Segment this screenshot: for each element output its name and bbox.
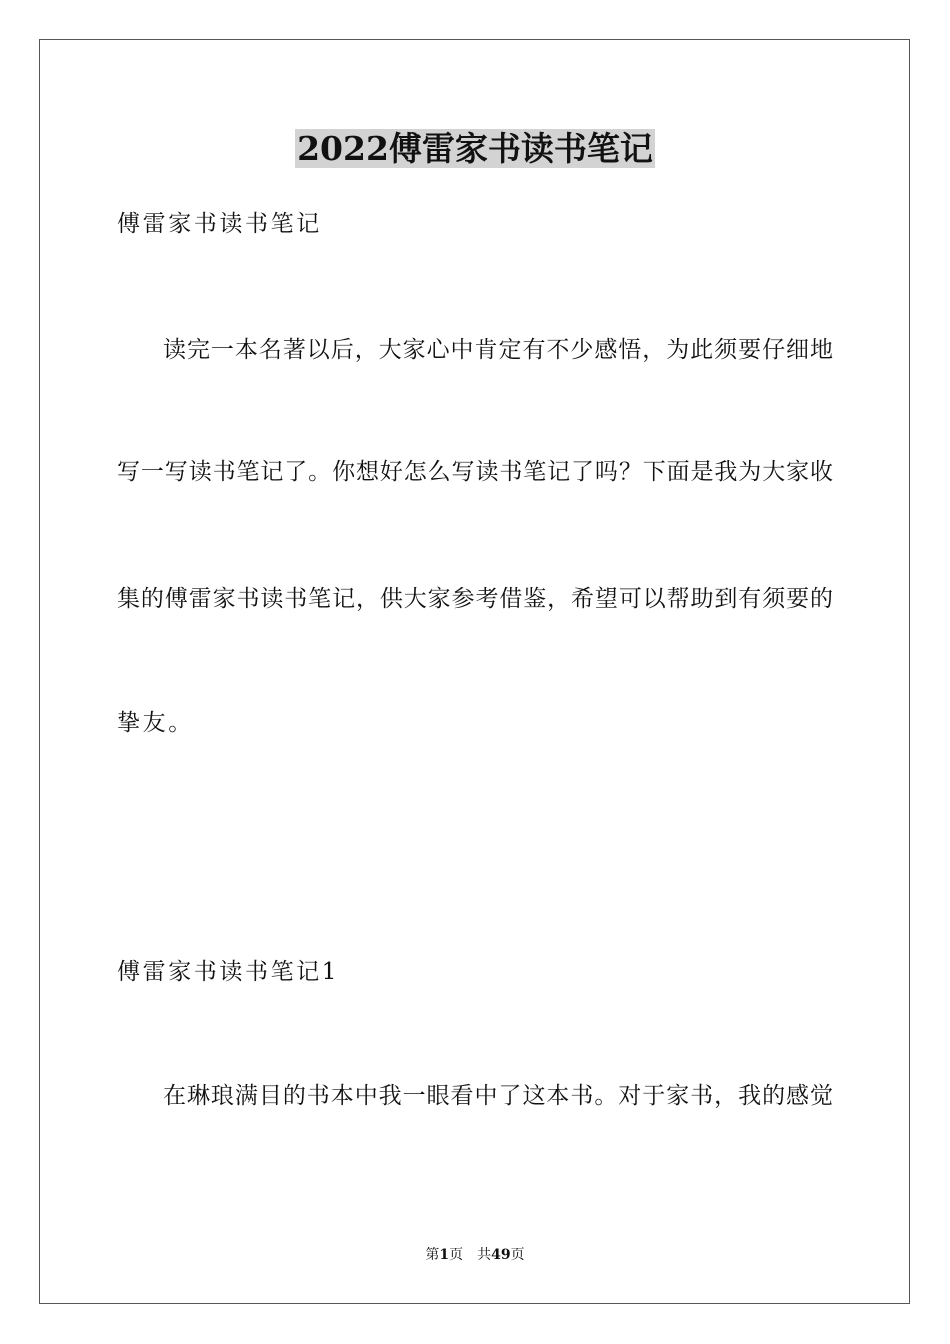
footer-total-prefix: 共	[477, 1247, 492, 1263]
page-footer	[0, 1245, 950, 1265]
footer-total-suffix: 页	[510, 1247, 525, 1263]
document-title	[0, 127, 950, 171]
intro-paragraph-line: 挚友。	[117, 710, 194, 736]
document-subtitle: 傅雷家书读书笔记	[117, 211, 322, 237]
intro-paragraph-line: 写一写读书笔记了。你想好怎么写读书笔记了吗？下面是我为大家收	[117, 459, 833, 485]
footer-page-suffix: 页	[449, 1247, 464, 1263]
footer-page-number: 1	[439, 1247, 450, 1263]
footer-total-pages: 49	[491, 1247, 511, 1263]
section-heading: 傅雷家书读书笔记1	[117, 959, 340, 985]
footer-page-prefix: 第	[425, 1247, 440, 1263]
intro-paragraph-line: 读完一本名著以后，大家心中肯定有不少感悟，为此须要仔细地	[163, 337, 833, 363]
document-title-text: 2022傅雷家书读书笔记	[297, 129, 653, 168]
intro-paragraph-line: 集的傅雷家书读书笔记，供大家参考借鉴，希望可以帮助到有须要的	[117, 586, 833, 612]
section-paragraph-line: 在琳琅满目的书本中我一眼看中了这本书。对于家书，我的感觉	[163, 1083, 833, 1109]
